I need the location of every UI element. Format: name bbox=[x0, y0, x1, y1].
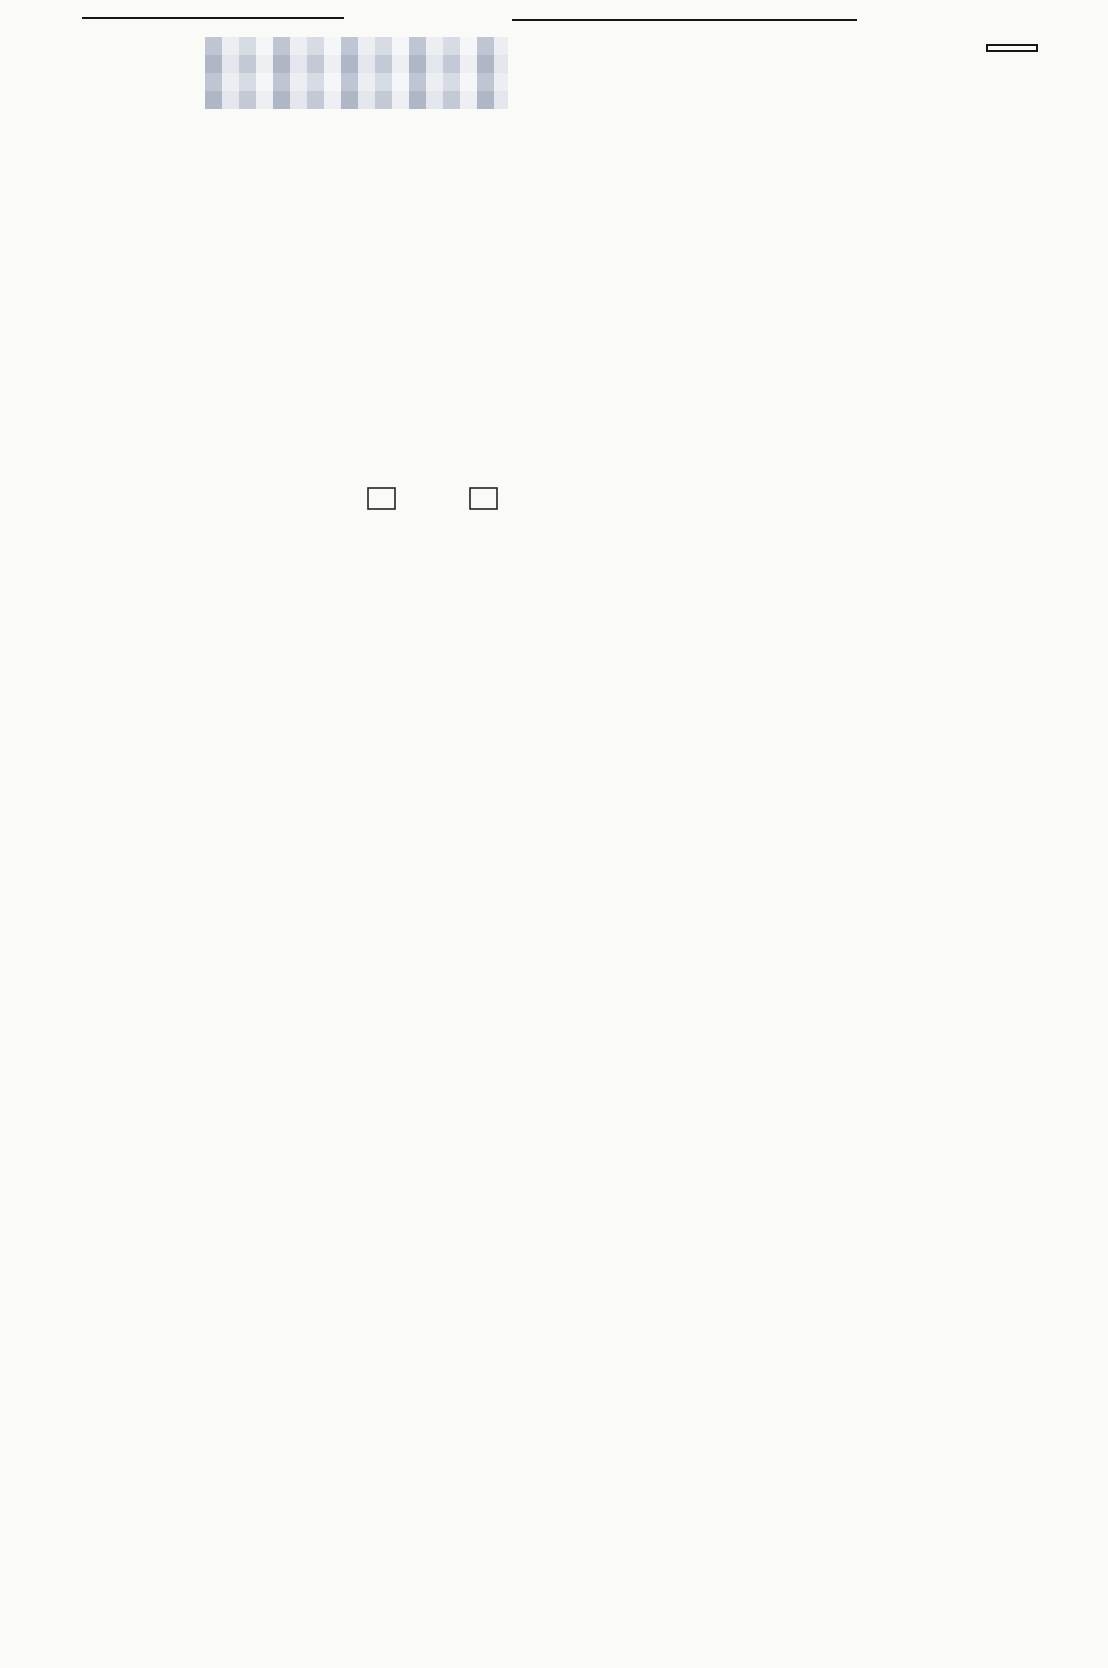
legend-swatch-dots-icon bbox=[367, 487, 396, 510]
legend-item-mianma bbox=[367, 487, 407, 510]
redacted-name-block bbox=[205, 37, 508, 109]
header-right-block bbox=[385, 10, 1068, 28]
chart-legend bbox=[367, 487, 862, 510]
candidate-block bbox=[40, 44, 1068, 132]
legend-swatch-speckle-icon bbox=[469, 487, 498, 510]
exam-code-box bbox=[986, 44, 1038, 52]
legend-item-vietnam bbox=[469, 487, 509, 510]
gdp-bar-chart bbox=[252, 136, 862, 510]
ministry-underline bbox=[82, 17, 344, 19]
page-header bbox=[40, 10, 1068, 28]
header-left-block bbox=[40, 10, 385, 28]
header-divider bbox=[512, 19, 857, 21]
bar-chart-canvas bbox=[252, 136, 862, 481]
